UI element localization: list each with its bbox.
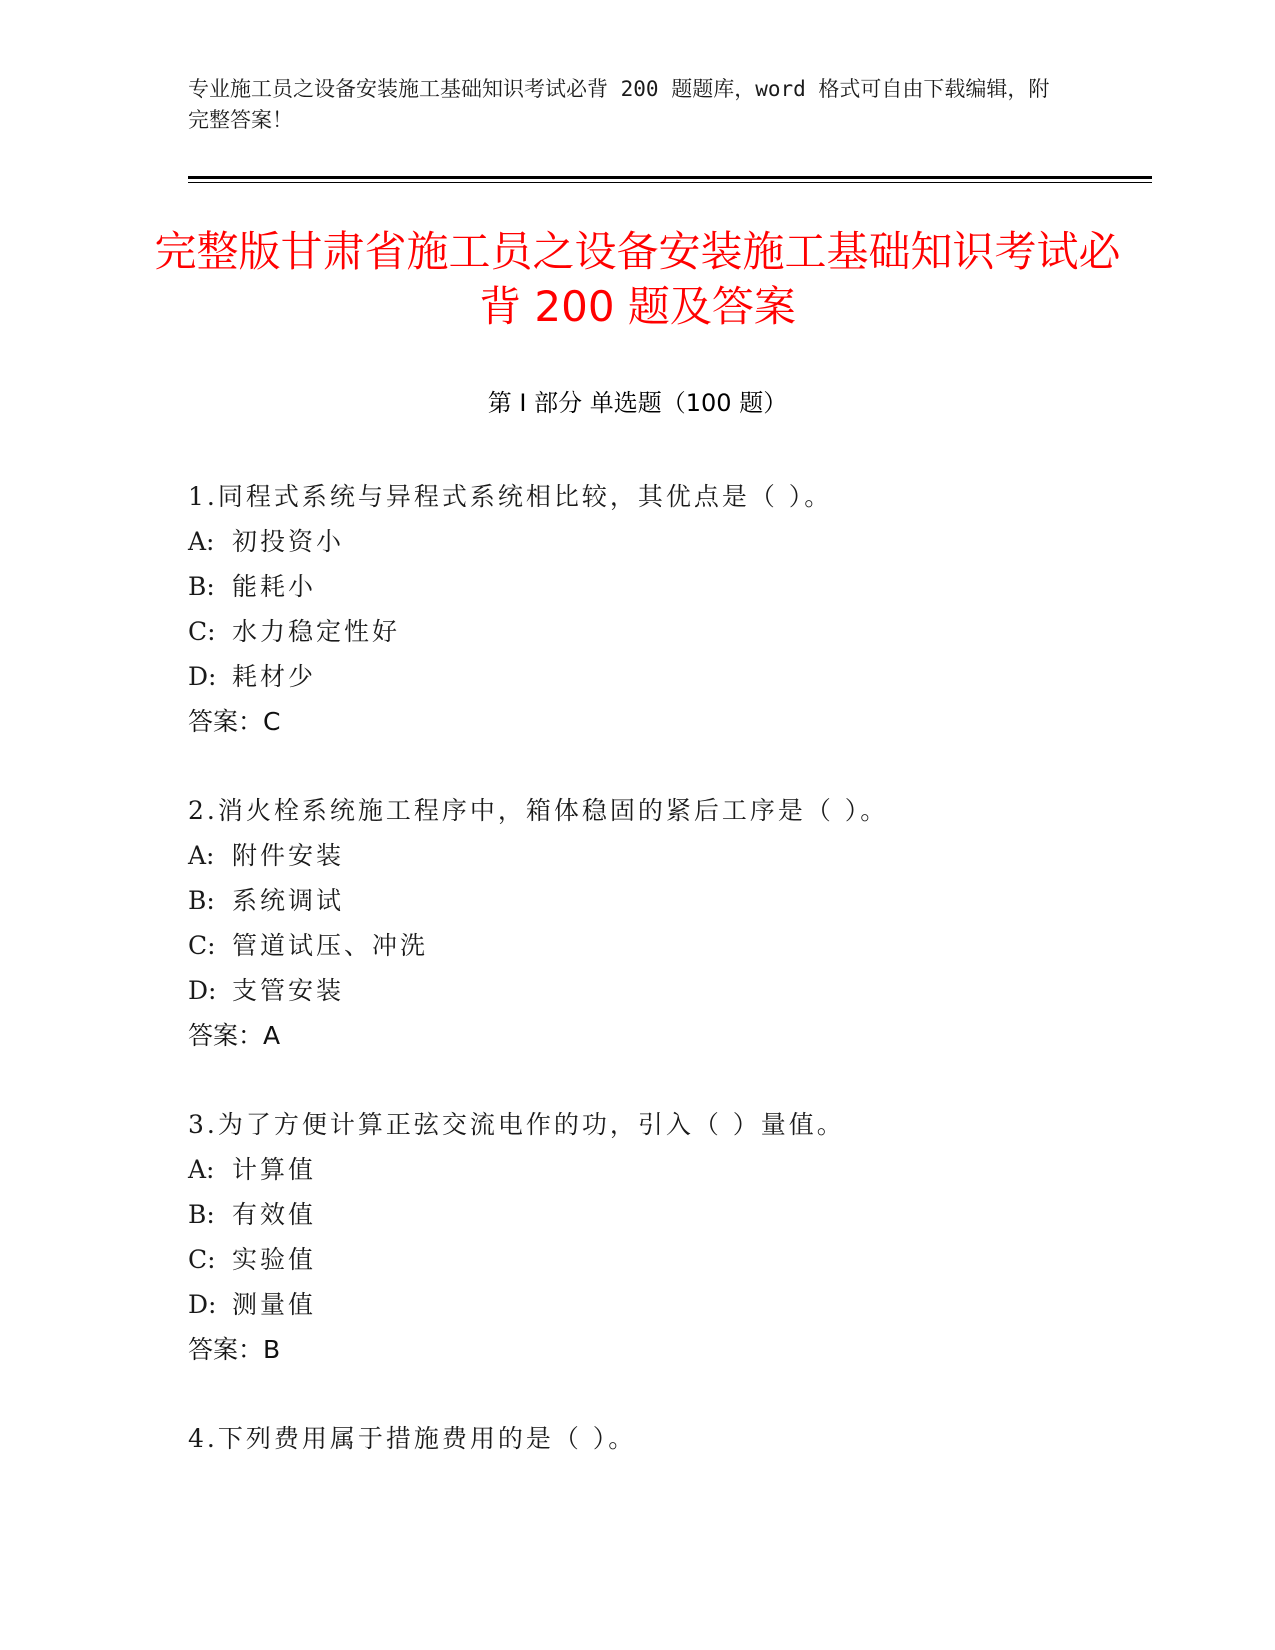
option-text: 水力稳定性好 — [232, 617, 401, 646]
option-letter: A: — [188, 1155, 215, 1184]
section-heading: 第 I 部分 单选题（100 题） — [487, 389, 788, 417]
option-letter: C: — [188, 617, 216, 646]
question-1 — [188, 474, 1168, 744]
option-text: 初投资小 — [232, 527, 345, 556]
option-text: 支管安装 — [232, 976, 345, 1005]
option-d — [188, 654, 1168, 699]
option-text: 能耗小 — [232, 572, 317, 601]
option-d — [188, 968, 1168, 1013]
option-a — [188, 519, 1168, 564]
question-2 — [188, 788, 1168, 1058]
option-text: 测量值 — [232, 1290, 317, 1319]
option-letter: C: — [188, 931, 216, 960]
option-text: 管道试压、冲洗 — [232, 931, 429, 960]
answer-label: 答案： — [188, 1021, 264, 1050]
question-stem: 3.为了方便计算正弦交流电作的功，引入（ ）量值。 — [188, 1110, 845, 1139]
option-letter: D: — [188, 976, 217, 1005]
question-stem: 4.下列费用属于措施费用的是（ ）。 — [188, 1424, 637, 1453]
option-d — [188, 1282, 1168, 1327]
option-c — [188, 609, 1168, 654]
answer-value: A — [263, 1021, 281, 1050]
answer-line — [188, 1327, 1168, 1372]
option-text: 计算值 — [232, 1155, 317, 1184]
option-text: 有效值 — [232, 1200, 317, 1229]
question-stem: 2.消火栓系统施工程序中，箱体稳固的紧后工序是（ ）。 — [188, 796, 889, 825]
option-letter: D: — [188, 662, 217, 691]
document-title: 完整版甘肃省施工员之设备安装施工基础知识考试必背 200 题及答案 — [154, 227, 1121, 331]
header-note: 专业施工员之设备安装施工基础知识考试必背 200 题题库，word 格式可自由下载编辑，附完整答案！ — [188, 77, 1050, 132]
header-divider-thin — [188, 182, 1152, 183]
option-text: 耗材少 — [232, 662, 317, 691]
answer-line — [188, 1013, 1168, 1058]
option-a — [188, 833, 1168, 878]
option-c — [188, 923, 1168, 968]
option-b — [188, 878, 1168, 923]
option-letter: B: — [188, 1200, 215, 1229]
question-list — [188, 474, 1168, 1505]
option-text: 系统调试 — [232, 886, 345, 915]
option-letter: B: — [188, 572, 215, 601]
answer-label: 答案： — [188, 707, 264, 736]
question-3 — [188, 1102, 1168, 1372]
question-4 — [188, 1416, 1168, 1461]
option-c — [188, 1237, 1168, 1282]
option-letter: C: — [188, 1245, 216, 1274]
option-b — [188, 564, 1168, 609]
option-letter: A: — [188, 841, 215, 870]
header-divider-thick — [188, 176, 1152, 179]
option-letter: D: — [188, 1290, 217, 1319]
option-letter: B: — [188, 886, 215, 915]
option-b — [188, 1192, 1168, 1237]
answer-value: C — [263, 707, 281, 736]
option-text: 实验值 — [232, 1245, 317, 1274]
answer-value: B — [263, 1335, 281, 1364]
answer-label: 答案： — [188, 1335, 264, 1364]
option-letter: A: — [188, 527, 215, 556]
option-text: 附件安装 — [232, 841, 345, 870]
answer-line — [188, 699, 1168, 744]
option-a — [188, 1147, 1168, 1192]
question-stem: 1.同程式系统与异程式系统相比较，其优点是（ ）。 — [188, 482, 833, 511]
